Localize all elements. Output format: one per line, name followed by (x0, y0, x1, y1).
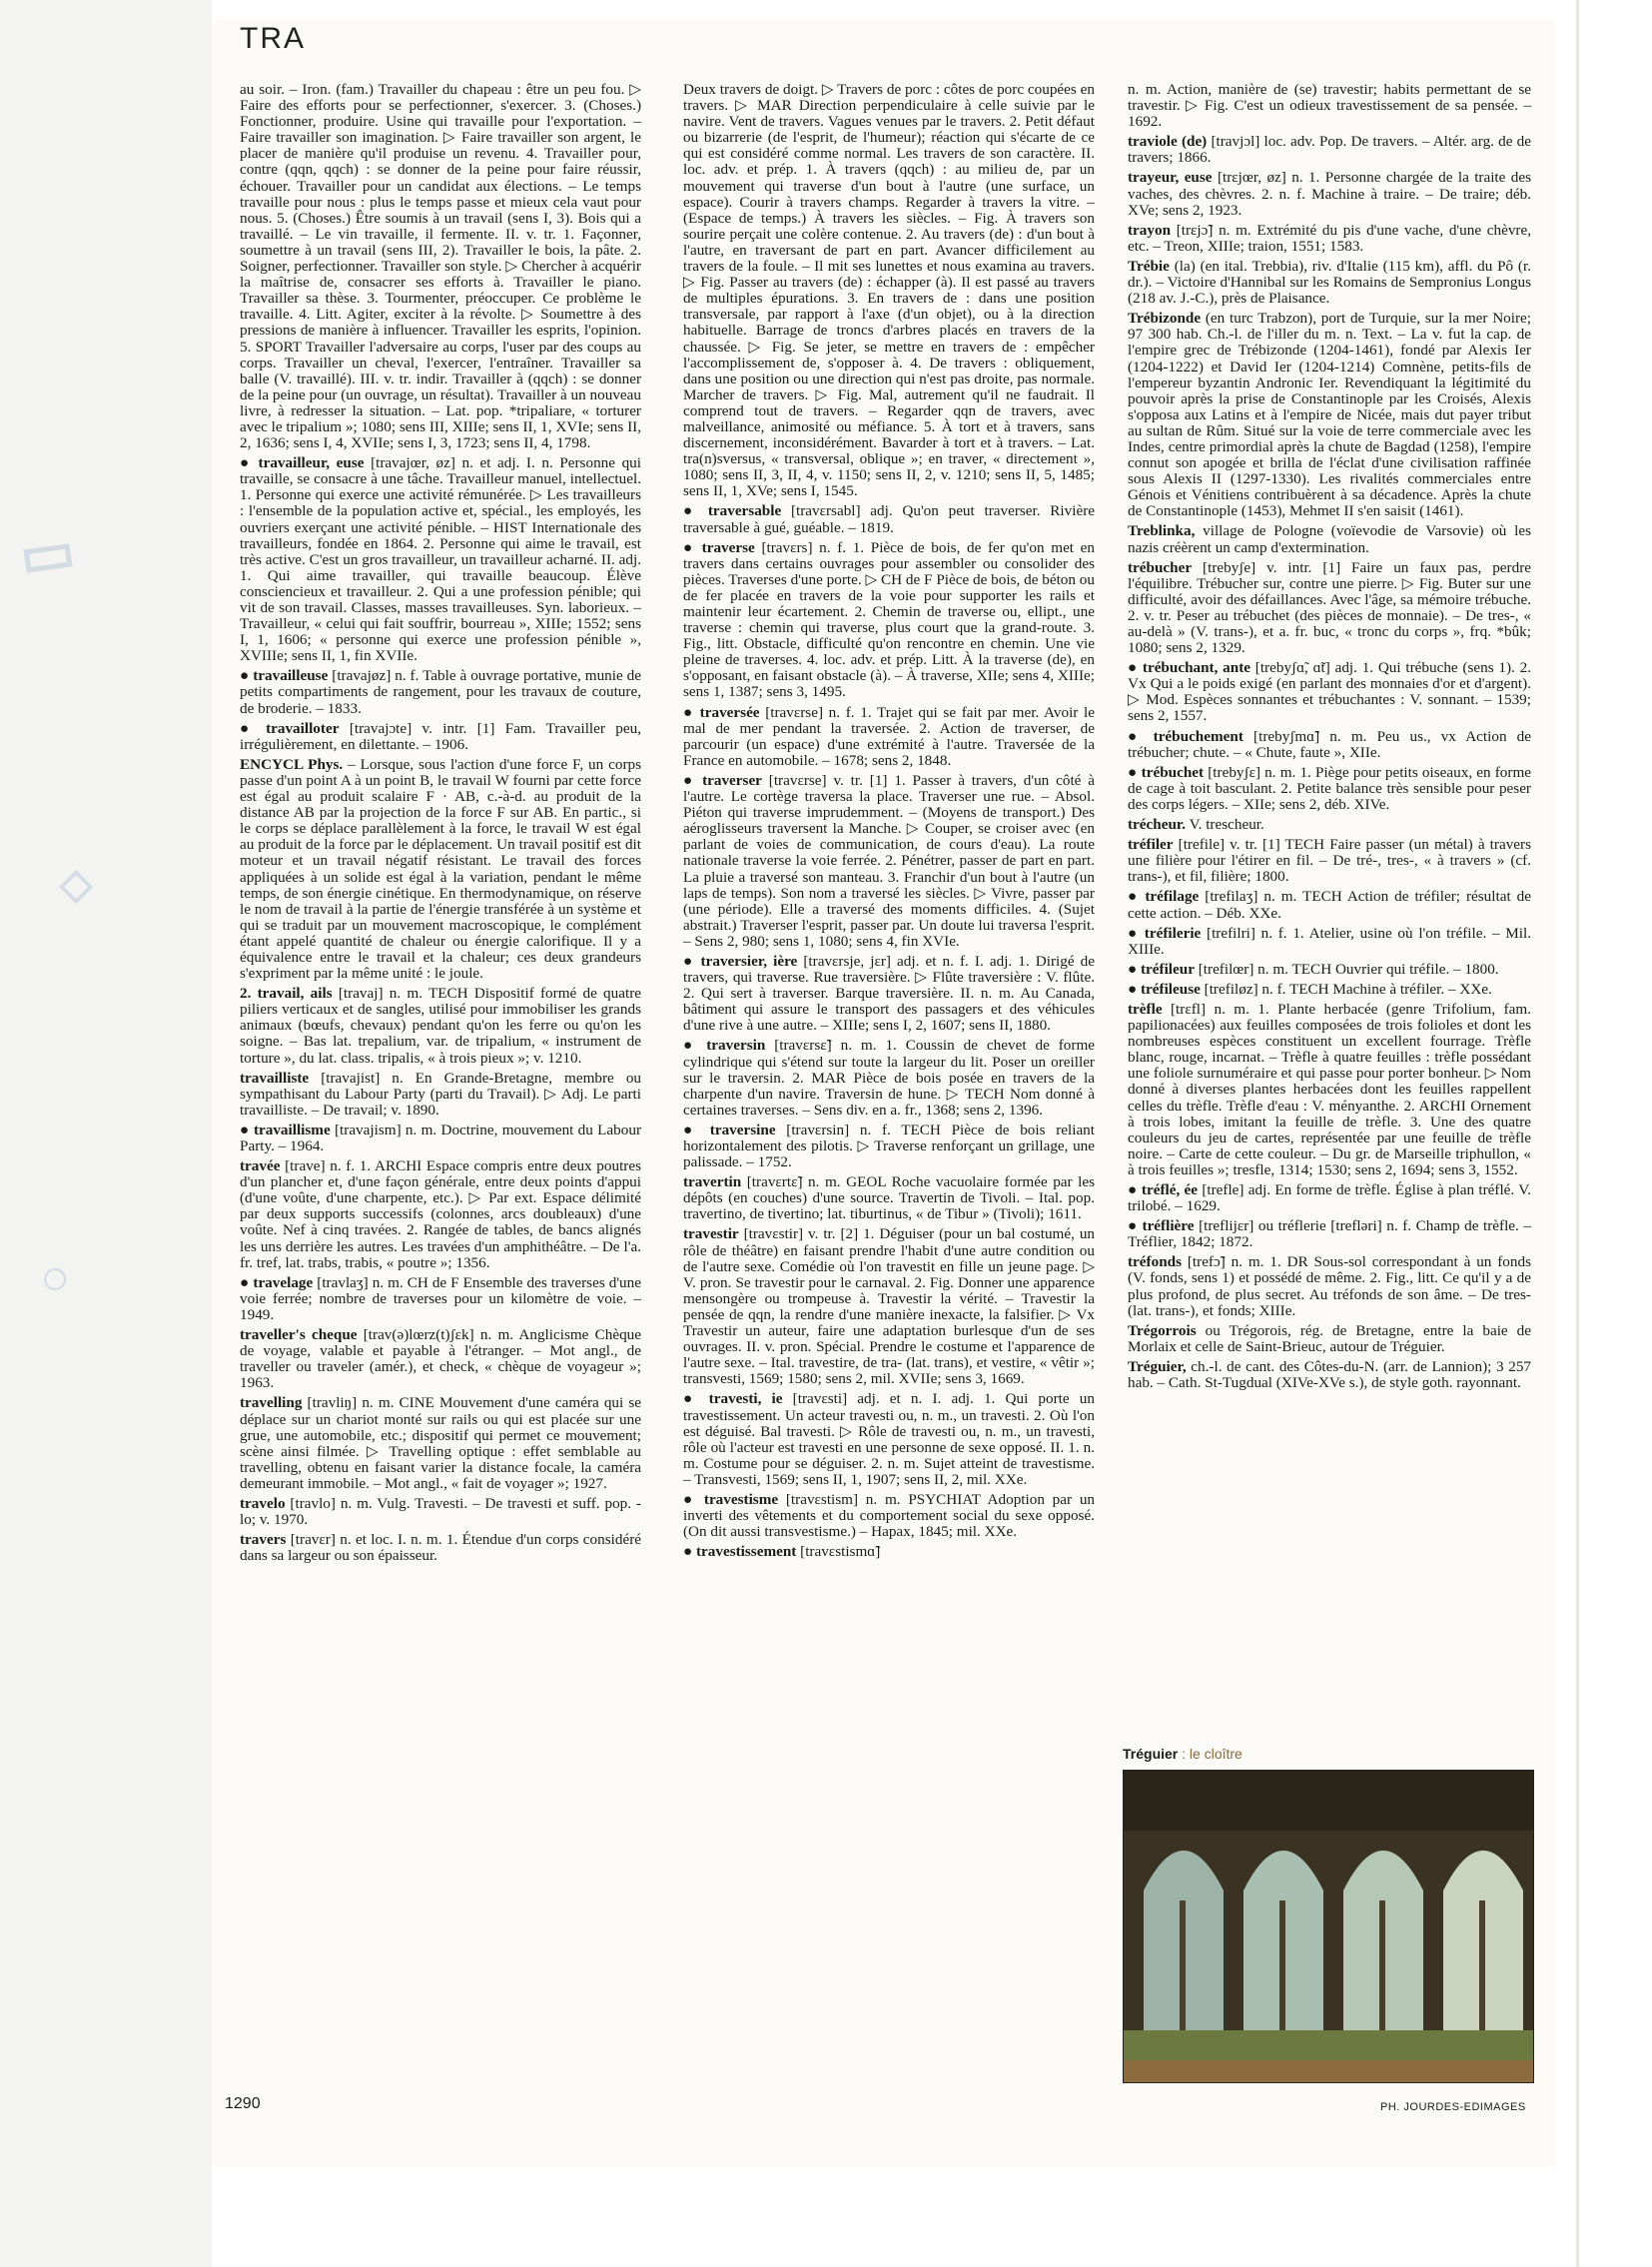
entry-headword: traviole (de) (1128, 133, 1208, 151)
entry-text: village de Pologne (voïevodie de Varsovie) où les nazis créèrent un camp d'extermination. (1128, 522, 1532, 556)
entry-text: ch.-l. de cant. des Côtes-du-N. (arr. de Lannion); 3 257 hab. – Cath. St-Tugdual (XIVe-XVe s.), de style goth. rayonnant. (1128, 1357, 1532, 1392)
dictionary-entry (1128, 560, 1531, 657)
entry-text: [trebyʃe] v. intr. [1] Faire un faux pas, perdre l'équilibre. Trébucher sur, contre une pierre. ▷ Fig. Buter sur une difficulté, avoir des défaillances. Avec l'âge, sa mémoire trébuche. 2. v. tr. Peser au trébuchet (des pièces de monnaie). – De tres-, « au-delà » (V. trans-), et a. fr. buc, « tronc du corps », frq. *bûk; 1080; sens 2, 1329. (1128, 558, 1531, 657)
entry-headword: travertin (683, 1173, 742, 1191)
entry-headword: ● trébuchement (1128, 727, 1243, 745)
bleed-through-mark: ▭ (15, 517, 80, 590)
entry-text: [travɛsti] adj. et n. I. adj. 1. Qui porte un travestissement. Un acteur travesti ou, n. m., un travesti. 2. Où l'on est déguisé. Bal travesti. ▷ Rôle de travesti ou, n. m., un travesti, rôle où l'acteur est travesti en une personne de sexe opposé. II. 1. n. m. Costume pour se déguiser. 2. n. m. Sujet atteint de travestisme. – Transvesti, 1569; sens II, 1, 1907; sens II, 2, mil. XXe. (683, 1390, 1095, 1488)
entry-text: [trefilœr] n. m. TECH Ouvrier qui tréfile. – 1800. (1198, 960, 1499, 978)
page-edge (1576, 0, 1579, 2267)
entry-headword: trébucher (1128, 558, 1193, 576)
dictionary-entry (240, 1327, 641, 1391)
entry-text: (en turc Trabzon), port de Turquie, sur la mer Noire; 97 300 hab. Ch.-l. de l'iller du m. n. Text. – La v. fut la cap. de l'empire grec de Trébizonde (1204-1461), fondé par Alexis Ier (1204-1222) et David Ier (1204-1214) Comnène, petits-fils de l'empereur byzantin Andronic Ier. Revendiquant la légitimité du pouvoir après la prise de Constantinople par les Croisés, Alexis s'opposa aux Latins et à l'empire de Nicée, mais dut payer tribut au sultan de Rûm. Situé sur la voie de terre commerciale avec les Indes, centre primordial après la chute de Bagdad (1258), l'empire connut son apogée et brilla de l'éclat d'une civilisation raffinée sous Alexis II (1297-1330). Les rivalités commerciales entre Génois et Vénitiens contribuèrent à sa décadence. Après la chute de Constantinople (1453), Mehmet II s'en saisit (1461). (1128, 310, 1531, 520)
entry-text: [travaj] n. m. TECH Dispositif formé de quatre piliers verticaux et de sangles, utilisé pour immobiliser les grands animaux (bœufs, chevaux) pendant qu'on les ferre ou qu'on les soigne. – Bas lat. trepalium, var. de tripalium, « instrument de torture », du lat. class. tripalis, « à trois pieux »; v. 1210. (240, 985, 642, 1067)
dictionary-entry (240, 1071, 641, 1119)
entry-text: [travlaʒ] n. m. CH de F Ensemble des traverses d'une voie ferrée; nombre de traverses pour un kilomètre de voie. – 1949. (240, 1273, 641, 1323)
dictionary-entry (240, 1158, 641, 1271)
entry-headword: ● traversable (683, 502, 782, 520)
entry-headword: ● traversier, ière (683, 952, 798, 970)
entry-headword: Treblinka, (1128, 522, 1196, 540)
dictionary-entry (683, 1492, 1095, 1540)
cloister-illustration (1124, 1771, 1533, 2082)
dictionary-entry (683, 1038, 1095, 1118)
entry-headword: ● travaillisme (240, 1121, 331, 1138)
entry-headword: travelling (240, 1394, 303, 1412)
entry-text: [trebyʃmɑ̃] n. m. Peu us., vx Action de trébucher; chute. – « Chute, faute », XIIe. (1128, 727, 1531, 761)
entry-text: [travajism] n. m. Doctrine, mouvement du Labour Party. – 1964. (240, 1121, 642, 1154)
dictionary-entry (1128, 817, 1531, 833)
entry-headword: trayon (1128, 221, 1172, 239)
entry-text: ou Trégorois, rég. de Bretagne, entre la baie de Morlaix et celle de Saint-Brieuc, autour de Tréguier. (1128, 1321, 1531, 1355)
entry-headword: ● traversine (683, 1121, 776, 1138)
entry-headword: Tréguier, (1128, 1357, 1187, 1375)
entry-text: [travlo] n. m. Vulg. Travesti. – De travesti et suff. pop. -lo; v. 1970. (240, 1494, 641, 1529)
entry-text: [travɛrs] n. f. 1. Pièce de bois, de fer qu'on met en travers dans certains ouvrages pour assembler ou consolider des pièces. Traverses d'une porte. ▷ CH de F Pièce de bois, de béton ou de fer placée en travers de la voie pour supporter les rails et maintenir leur écartement. 2. Chemin de traverse ou, ellipt., une traverse : chemin qui traverse, plus court que la grand-route. 3. Fig., litt. Obstacle, difficulté qu'on rencontre en chemin. Une vie pleine de traverses. 4. loc. adv. et prép. Litt. À la traverse (de), en s'opposant, en faisant obstacle (à). – À traverse, XIIe; sens 4, XIIIe; sens 1, 1387; sens 3, 1495. (683, 538, 1096, 701)
column-3 (1128, 82, 1531, 1395)
entry-headword: travailliste (240, 1069, 310, 1087)
dictionary-entry (1128, 765, 1531, 813)
column-2 (683, 82, 1095, 1564)
entry-text: [trebyʃɑ̃, ɑ̃t] adj. 1. Qui trébuche (sens 1). 2. Vx Qui a le poids exigé (en parlant des monnaies d'or et d'argent). ▷ Mod. Espèces sonnantes et trébuchantes : V. sonnant. – 1539; sens 2, 1557. (1128, 659, 1531, 725)
entry-headword: traveller's cheque (240, 1326, 358, 1344)
entry-text: [travɛrsɛ̃] n. m. 1. Coussin de chevet de forme cylindrique qui s'étend sur toute la largeur du lit. Poser un oreiller sur le traversin. 2. MAR Pièce de bois posée en travers de la charpente d'un navire. Traversin de hune. ▷ TECH Nom donné à certaines traverses. – Sens div. en a. fr., 1368; sens 2, 1396. (683, 1037, 1096, 1119)
dictionary-entry (683, 1123, 1095, 1170)
dictionary-entry (683, 773, 1095, 950)
dictionary-entry (1128, 223, 1531, 255)
entry-headword: travestir (683, 1225, 739, 1243)
entry-headword: ● travailleuse (240, 667, 329, 685)
dictionary-entry (240, 1123, 641, 1154)
caption-text: : le cloître (1182, 1746, 1242, 1762)
dictionary-entry (683, 1544, 1095, 1560)
dictionary-entry (1128, 889, 1531, 921)
photo-caption (1123, 1746, 1242, 1762)
entry-headword: ● tréfileur (1128, 960, 1195, 978)
entry-headword: ● traversée (683, 703, 760, 721)
dictionary-entry (1128, 1254, 1531, 1318)
entry-headword: ● travesti, ie (683, 1390, 783, 1408)
dictionary-entry (1128, 660, 1531, 724)
entry-text: [travɛstir] v. tr. [2] 1. Déguiser (pour un bal costumé, un rôle de théâtre) en faisant prendre l'habit d'une autre condition ou de l'autre sexe. Comédie où l'on travestit en fille un jeune page. ▷ V. pron. Se travestir pour le carnaval. 2. Fig. Donner une apparence mensongère ou trompeuse à. Travestir la vérité. – Travestir la pensée de qqn, la rendre d'une manière inexacte, la falsifier. ▷ Vx Travestir un auteur, faire une adaptation burlesque d'un de ses ouvrages. II. v. pron. Spécial. Prendre le costume et l'apparence de l'autre sexe. – Ital. travestire, de tra- (lat. trans), et vestire, « vêtir »; transvesti, 1569; 1580; sens 2, mil. XVIIe; sens 3, 1669. (683, 1225, 1096, 1388)
entry-headword: ENCYCL Phys. (240, 755, 344, 773)
entry-headword: travers (240, 1531, 287, 1549)
entry-text: [trav(ə)lœrz(t)ʃɛk] n. m. Anglicisme Chèque de voyage, valable et payable à l'étranger. – Mot angl., de traveller ou traveler (amér.), et check, « chèque de voyageur »; 1963. (240, 1326, 642, 1392)
entry-text: [trefilaʒ] n. m. TECH Action de tréfiler; résultat de cette action. – Déb. XXe. (1128, 888, 1531, 922)
entry-text: [travɛr] n. et loc. I. n. m. 1. Étendue d'un corps considéré dans sa largeur ou son épaisseur. (240, 1531, 641, 1565)
entry-headword: ● traversin (683, 1037, 766, 1055)
dictionary-entry (683, 954, 1095, 1034)
page-number: 1290 (225, 2095, 261, 2112)
dictionary-entry (1128, 837, 1531, 885)
dictionary-entry (1128, 311, 1531, 519)
dictionary-entry (683, 503, 1095, 535)
entry-headword: travée (240, 1157, 281, 1175)
dictionary-entry (1128, 926, 1531, 958)
dictionary-entry (240, 668, 641, 716)
dictionary-entry (683, 705, 1095, 769)
dictionary-entry (1128, 170, 1531, 218)
dictionary-entry (240, 757, 641, 982)
dictionary-entry (1128, 1359, 1531, 1391)
dictionary-entry (1128, 82, 1531, 130)
photo-credit: PH. JOURDES-EDIMAGES (1380, 2101, 1526, 2113)
dictionary-entry (240, 721, 641, 753)
entry-headword: ● travelage (240, 1273, 314, 1291)
entry-text: [travɛstism] n. m. PSYCHIAT Adoption par un inverti des vêtements et du comportement social du sexe opposé. (On dit aussi transvestisme.) – Hapax, 1845; mil. XXe. (683, 1490, 1096, 1541)
entry-headword: ● tréflé, ée (1128, 1181, 1199, 1198)
entry-text: [trɛjœr, øz] n. 1. Personne chargée de la traite des vaches, des chèvres. 2. n. f. Machine à traire. – De traire; déb. XVe; sens 2, 1923. (1128, 169, 1532, 219)
entry-text: [travɛrse] n. f. 1. Trajet qui se fait par mer. Avoir le mal de mer pendant la traversée. 2. Action de traverser, de parcourir (un espace) d'une extrémité à l'autre. Traversée de la France en automobile. – 1678; sens 2, 1848. (683, 703, 1095, 769)
dictionary-entry (1128, 982, 1531, 998)
entry-text: V. trescheur. (1189, 816, 1264, 834)
dictionary-entry (240, 1532, 641, 1564)
entry-text: [trebyʃɛ] n. m. 1. Piège pour petits oiseaux, en forme de cage à toit basculant. 2. Petite balance très sensible pour peser des corps légers. – XIIe; sens 2, déb. XIVe. (1128, 763, 1532, 813)
entry-text: [trɛjɔ̃] n. m. Extrémité du pis d'une vache, d'une chèvre, etc. – Treon, XIIIe; traion, 1551; 1583. (1128, 221, 1532, 255)
caption-head: Tréguier (1123, 1746, 1179, 1762)
running-head: TRA (240, 22, 306, 55)
entry-text: [travɛrsje, jɛr] adj. et n. f. I. adj. 1. Dirigé de travers, qui traverse. Rue traversière. ▷ Flûte traversière : V. flûte. 2. Qui sert à traverser. Barque traversière. II. n. m. Au Canada, bâtiment qui assure le transport des passagers et des véhicules d'une rive à une autre. – XIIIe; sens I, 2, 1607; sens II, 1880. (683, 952, 1095, 1035)
entry-headword: tréfonds (1128, 1253, 1182, 1271)
entry-headword: trayeur, euse (1128, 169, 1213, 187)
entry-text: [travliŋ] n. m. CINE Mouvement d'une caméra qui se déplace sur un chariot monté sur rails ou qui est placée sur une grue, une automobile, etc.; dispositif qui permet ce mouvement; scène ainsi filmée. ▷ Travelling optique : effet semblable au travelling, obtenu en faisant varier la distance focale, la caméra demeurant immobile. – Mot angl., « fait de voyager »; 1927. (240, 1394, 641, 1492)
entry-headword: ● travestissement (683, 1543, 797, 1561)
dictionary-entry (240, 82, 641, 451)
entry-headword: Trébie (1128, 257, 1170, 275)
cloister-photo (1123, 1770, 1534, 2083)
dictionary-entry (683, 1174, 1095, 1222)
dictionary-entry (240, 455, 641, 664)
entry-text: [travɛrsabl] adj. Qu'on peut traverser. Rivière traversable à gué, guéable. – 1819. (683, 502, 1095, 536)
column-1 (240, 82, 641, 1568)
entry-text: [trɛfl] n. m. 1. Plante herbacée (genre Trifolium, fam. papilionacées) aux feuilles composées de trois folioles et dont les nombreuses espèces constituent un excellent fourrage. Trèfle blanc, rouge, incarnat. – Trèfle à quatre feuilles : trèfle possédant une foliole surnuméraire et qui passe pour porter bonheur. ▷ Nom donné à diverses plantes herbacées dont les feuilles rappellent celles du trèfle. Trèfle d'eau : V. ményanthe. 2. ARCHI Ornement à trois lobes, imitant la feuille de trèfle. 3. Une des quatre couleurs du jeu de cartes, représentée par une feuille de trèfle noire. – Carte de cette couleur. – Du gr. de Marseille triphullon, « à trois feuilles »; tresfle, 1314; 1530; sens 2, 1694; sens 3, 1552. (1128, 1000, 1531, 1178)
entry-text: [travɛrtɛ̃] n. m. GEOL Roche vacuolaire formée par les dépôts (en couches) d'une source. Travertin de Tivoli. – Ital. pop. travertino, de tivertino; lat. tiburtinus, « de Tibur » (Tivoli); 1611. (683, 1173, 1096, 1223)
entry-text: n. m. Action, manière de (se) travestir; habits permettant de se travestir. ▷ Fig. C'est un odieux travestissement de sa pensée. – 1692. (1128, 81, 1531, 131)
entry-text: [trefɔ̃] n. m. 1. DR Sous-sol correspondant à un fonds (V. fonds, sens 1) et possédé de même. 2. Fig., litt. Ce qu'il y a de plus profond, de plus secret. Au tréfonds de son âme. – De tres- (lat. trans-), et fonds; XIIIe. (1128, 1253, 1531, 1319)
entry-text: [trefiløz] n. f. TECH Machine à tréfiler. – XXe. (1204, 980, 1492, 998)
entry-headword: 2. travail, ails (240, 985, 333, 1003)
entry-text: [trefile] v. tr. [1] TECH Faire passer (un métal) à travers une filière pour l'étirer en fil. – De tré-, tres-, « à travers » (cf. trans-), et fil, filière; 1800. (1128, 836, 1532, 886)
dictionary-entry (240, 1275, 641, 1323)
entry-headword: ● tréfileuse (1128, 980, 1201, 998)
entry-text: [treflijɛr] ou tréflerie [trefləri] n. f. Champ de trèfle. – Tréflier, 1842; 1872. (1128, 1217, 1531, 1251)
entry-text: [travjɔl] loc. adv. Pop. De travers. – Altér. arg. de de travers; 1866. (1128, 133, 1532, 167)
entry-headword: ● tréfilerie (1128, 924, 1202, 942)
dictionary-entry (1128, 1182, 1531, 1214)
entry-headword: ● tréfilage (1128, 888, 1200, 906)
dictionary-entry (240, 986, 641, 1066)
entry-text: [trefilri] n. f. 1. Atelier, usine où l'on tréfile. – Mil. XIIIe. (1128, 924, 1532, 958)
entry-headword: ● traverser (683, 771, 762, 789)
entry-headword: ● traverse (683, 538, 755, 556)
entry-text: [travajœr, øz] n. et adj. I. n. Personne qui travaille, se consacre à une tâche. Travailleur manuel, intellectuel. 1. Personne qui exerce une activité rémunérée. ▷ Les travailleurs : l'ensemble de la population active et, spécial., les employés, les ouvriers exerçant une activité pénible. – HIST Internationale des travailleurs, fondée en 1864. 2. Personne qui aime le travail, est très active. C'est un gros travailleur, un travailleur acharné. II. adj. 1. Qui aime travailler, qui travaille beaucoup. Élève consciencieux et travailleur. 2. Qui a une profession pénible; qui vit de son travail. Classes, masses travailleuses. Syn. laborieux. – Travailleur, « celui qui fait souffrir, bourreau », XIIIe; 1552; sens I, 1, 1606; « personne qui exerce une profession pénible », XVIIIe; sens II, 1, fin XVIIe. (240, 454, 641, 665)
entry-text: [travajøz] n. f. Table à ouvrage portative, munie de petits compartiments de rangement, pour les travaux de couture, de broderie. – 1833. (240, 667, 641, 717)
dictionary-entry (683, 540, 1095, 701)
entry-text: – Lorsque, sous l'action d'une force F, un corps passe d'un point A à un point B, le travail W fourni par cette force est égal au produit scalaire F · AB, c.-à-d. au produit de la distance AB par la projection de la force F sur AB. En partic., si le corps se déplace parallèlement à la force, le travail W est égal au produit de la force par le déplacement. Un travail positif est dit moteur et un travail négatif résistant. Le travail des forces appliquées à un solide est égal à la variation, pendant le même temps, de son énergie cinétique. En thermodynamique, on réserve le nom de travail à la partie de l'énergie transférée à un système et qui se traduit par un mouvement macroscopique, le complément étant appelé quantité de chaleur ou énergie calorifique. Il y a équivalence entre le travail et la chaleur; ces deux grandeurs s'expriment par la même unité : le joule. (240, 755, 641, 983)
entry-headword: ● trébuchant, ante (1128, 659, 1251, 677)
entry-text: [travajist] n. En Grande-Bretagne, membre ou sympathisant du Labour Party (parti du Travail). ▷ Adj. Le parti travailliste. – De travail; v. 1890. (240, 1069, 642, 1119)
entry-text: (la) (en ital. Trebbia), riv. d'Italie (115 km), affl. du Pô (r. dr.). – Victoire d'Hannibal sur les Romains de Sempronius Longus (218 av. J.-C.), près de Plaisance. (1128, 257, 1532, 308)
dictionary-entry (1128, 1218, 1531, 1250)
entry-text: [travɛstismɑ̃] (800, 1543, 881, 1561)
entry-headword: Trégorrois (1128, 1321, 1197, 1339)
entry-text: au soir. – Iron. (fam.) Travailler du chapeau : être un peu fou. ▷ Faire des efforts pour se perfectionner, s'exercer. 3. (Choses.) Fonctionner, produire. Usine qui travaille pour l'exportation. – Faire travailler son imagination. ▷ Faire travailler son argent, le placer de manière qu'il produise un revenu. 4. Travailler pour, contre (qqn, qqch) : se donner de la peine pour faire réussir, échouer. Travailler pour un candidat aux élections. – Le temps travaille pour nous : plus le temps passe et mieux cela vaut pour nous. 5. (Choses.) Être soumis à un travail (sens I, 3). Bois qui a travaillé. – Le vin travaille, il fermente. II. v. tr. 1. Façonner, soumettre à un travail (sens III, 2). Travailler le bois, la pâte. 2. Soigner, perfectionner. Travailler son style. ▷ Chercher à acquérir la maîtrise de, consacrer ses efforts à. Travailler le piano. Travailler sa thèse. 3. Tourmenter, préoccuper. Ce problème le travaille. 4. Litt. Agiter, exciter à la révolte. ▷ Soumettre à des pressions de manière à influencer. Travailler les esprits, l'opinion. 5. SPORT Travailler l'adversaire au corps, l'user par des coups au corps. Travailler un cheval, l'exercer, l'entraîner. Travailler sa balle (V. travaillé). III. v. tr. indir. Travailler à (qqch) : se donner de la peine pour (un ouvrage, un résultat). Travailler à un nouveau livre, à redresser la situation. – Lat. pop. *tripaliare, « torturer avec le tripalium »; 1080; sens III, XIIIe; sens II, 1, XVIe; sens II, 2, 1636; sens I, 4, XVIIe; sens I, 3, 1723; sens II, 4, 1798. (240, 81, 641, 452)
entry-text: [travɛrse] v. tr. [1] 1. Passer à travers, d'un côté à l'autre. Le cortège traversa la place. Traverser une rue. – Absol. Piéton qui traverse imprudemment. – (Moyens de transport.) Des aéroglisseurs traversent la Manche. ▷ Couper, se croiser avec (en parlant de voies de communication, de cours d'eau). La route nationale traverse la voie ferrée. 2. Pénétrer, passer de part en part. La pluie a traversé son manteau. 3. Franchir d'un bout à l'autre (un laps de temps). Son nom a traversé les siècles. ▷ Vivre, passer par (une période). Elle a traversé des moments difficiles. 4. (Sujet abstrait.) Traverser l'esprit, passer par. Un doute lui traversa l'esprit. – Sens 2, 980; sens 1, 1080; sens 4, fin XVIe. (683, 771, 1095, 950)
dictionary-entry (1128, 134, 1531, 166)
dictionary-entry (1128, 1323, 1531, 1355)
entry-headword: ● travestisme (683, 1490, 779, 1508)
entry-headword: Trébizonde (1128, 310, 1202, 328)
bleed-through-mark: ◇ (60, 860, 93, 907)
left-margin-strip (0, 0, 212, 2267)
entry-headword: ● tréflière (1128, 1217, 1195, 1235)
dictionary-entry (240, 1395, 641, 1492)
dictionary-entry (1128, 259, 1531, 307)
dictionary-entry (1128, 962, 1531, 978)
entry-text: [travajɔte] v. intr. [1] Fam. Travailler peu, irrégulièrement, en dilettante. – 1906. (240, 719, 642, 753)
entry-headword: travelo (240, 1494, 286, 1512)
entry-text: [travɛrsin] n. f. TECH Pièce de bois reliant horizontalement des pilotis. ▷ Traverse renforçant un grillage, une palissade. – 1752. (683, 1121, 1095, 1171)
dictionary-entry (1128, 1002, 1531, 1178)
entry-text: Deux travers de doigt. ▷ Travers de porc : côtes de porc coupées en travers. ▷ MAR Direction perpendiculaire à celle suivie par le navire. Vent de travers. Vagues venues par le travers. 2. Petit défaut ou bizarrerie (de l'esprit, de l'humeur); réaction qui s'écarte de ce qui est considéré comme normal. Les travers de son caractère. II. loc. adv. et prép. 1. À travers (qqch) : au milieu de, par un mouvement qui traverse d'un bout à l'autre (une surface, un espace). Courir à travers champs. Regarder à travers la vitre. – (Espace de temps.) À travers les siècles. – Fig. À travers son sourire perçait une colère contenue. 2. Au travers (de) : d'un bout à l'autre, en traversant de part en part. Avancer difficilement au travers de la foule. – Il mit ses lunettes et nous examina au travers. ▷ Fig. Passer au travers (de) : échapper (à). Il est passé au travers de multiples épurations. 3. En travers de : dans une position transversale, par rapport à l'axe (d'un objet), ou à la direction habituelle. Barrage de troncs d'arbres placés en travers de la chaussée. ▷ Fig. Se jeter, se mettre en travers de : empêcher l'accomplissement de, s'opposer à. 4. De travers : obliquement, dans une position ou une direction qui n'est pas droite, pas normale. Marcher de travers. ▷ Fig. Mal, autrement qu'il ne faudrait. Il comprend tout de travers. – Regarder qqn de travers, avec malveillance, animosité ou méfiance. 5. À tort et à travers, sans discernement, inconsidérément. Bavarder à tort et à travers. – Lat. tra(n)sversus, « transversal, oblique »; en traver, « directement », 1080; sens II, 3, II, 4, v. 1150; sens II, 2, v. 1210; sens II, 5, 1485; sens II, 1, XVe; sens I, 1545. (683, 81, 1095, 500)
dictionary-entry (240, 1496, 641, 1528)
entry-headword: tréfiler (1128, 836, 1174, 854)
entry-headword: trèfle (1128, 1000, 1163, 1018)
entry-text: [trave] n. f. 1. ARCHI Espace compris entre deux poutres d'un plancher et, d'une façon générale, entre deux points d'appui (d'une voûte, d'une charpente, etc.). ▷ Par ext. Espace délimité par deux supports successifs (colonnes, arcs doubleaux) d'une voûte. Nef à cinq travées. 2. Rangée de tables, de bancs alignés les uns derrière les autres. Les travées d'un amphithéâtre. – De l'a. fr. tref, lat. trabs, trabis, « poutre »; 1356. (240, 1157, 641, 1271)
entry-text: [trefle] adj. En forme de trèfle. Église à plan tréflé. V. trilobé. – 1629. (1128, 1181, 1532, 1215)
entry-headword: ● travailleur, euse (240, 454, 365, 472)
bleed-through-mark: ○ (40, 1249, 71, 1305)
dictionary-entry (683, 1226, 1095, 1387)
entry-headword: ● travailloter (240, 719, 340, 737)
entry-headword: ● trébuchet (1128, 763, 1205, 781)
dictionary-entry (1128, 729, 1531, 761)
dictionary-entry (1128, 523, 1531, 555)
entry-headword: trécheur. (1128, 816, 1187, 834)
dictionary-entry (683, 82, 1095, 499)
dictionary-entry (683, 1391, 1095, 1488)
